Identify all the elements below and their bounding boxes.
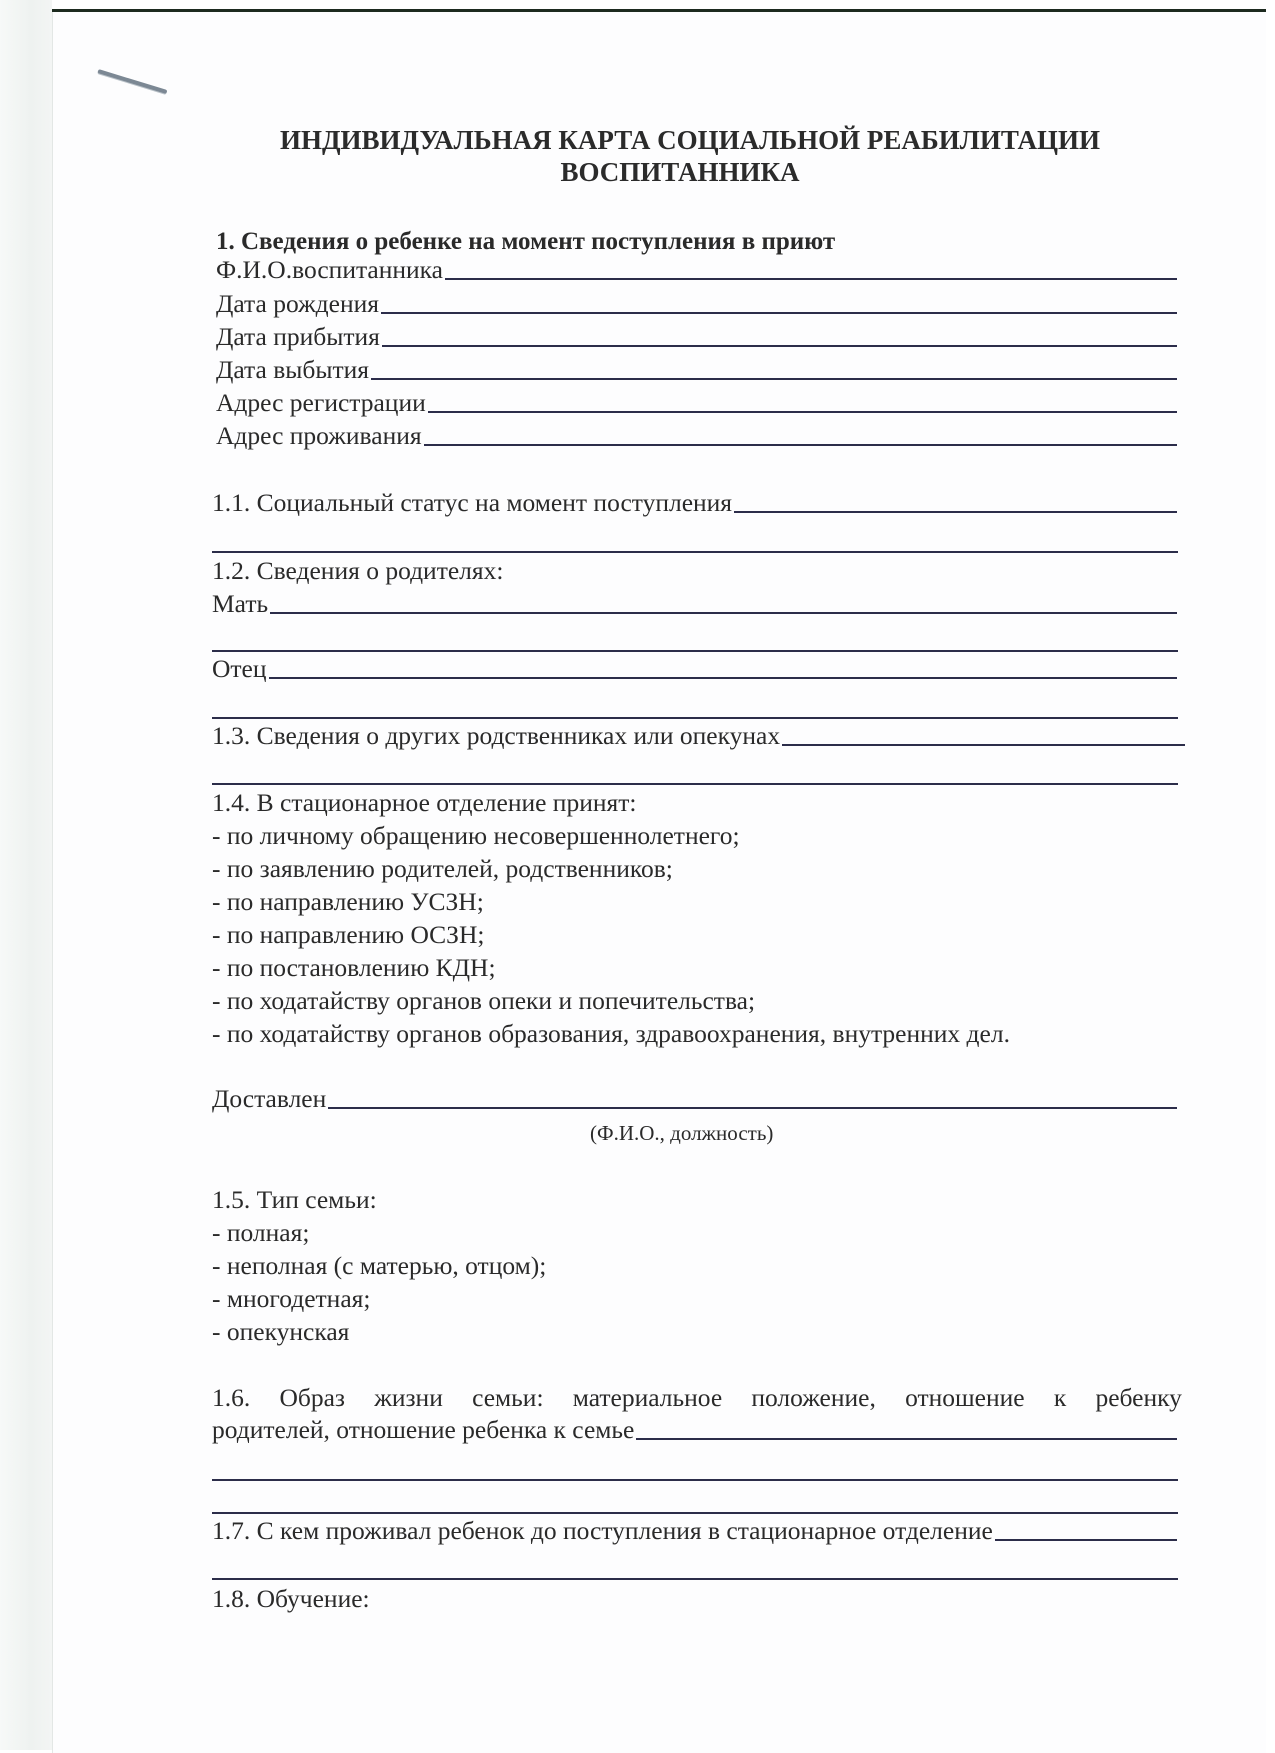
lifestyle-heading: [212, 1382, 1182, 1414]
field-label: родителей, отношение ребенка к семье: [212, 1415, 635, 1444]
input-line-continuation[interactable]: [212, 717, 1178, 719]
word: семьи:: [472, 1383, 544, 1412]
section-1-heading: 1. Сведения о ребенке на момент поступления в приют: [216, 228, 836, 255]
input-line[interactable]: [636, 1438, 1177, 1440]
document-title: ИНДИВИДУАЛЬНАЯ КАРТА СОЦИАЛЬНОЙ РЕАБИЛИТАЦИИ: [279, 125, 1101, 155]
word: жизни: [374, 1383, 443, 1412]
field-departure-date[interactable]: [216, 354, 1177, 386]
admission-option[interactable]: - по постановлению КДН;: [212, 953, 496, 982]
field-label: Отец: [212, 654, 267, 683]
word: положение,: [751, 1383, 876, 1412]
input-line-continuation[interactable]: [212, 1479, 1178, 1481]
field-label: Доставлен: [212, 1084, 327, 1113]
input-line[interactable]: [734, 511, 1177, 513]
family-type-option[interactable]: - многодетная;: [212, 1284, 371, 1313]
input-line-continuation[interactable]: [212, 650, 1178, 652]
word: материальное: [572, 1383, 723, 1412]
field-birth-date[interactable]: [216, 288, 1177, 320]
admission-option[interactable]: - по направлению ОСЗН;: [212, 920, 485, 949]
input-line-continuation[interactable]: [212, 783, 1178, 785]
input-line-continuation[interactable]: [212, 1578, 1178, 1580]
delivered-caption: (Ф.И.О., должность): [590, 1121, 774, 1145]
field-label: Ф.И.О.воспитанника: [216, 255, 443, 284]
input-line[interactable]: [269, 677, 1177, 679]
family-type-option[interactable]: - неполная (с матерью, отцом);: [212, 1251, 547, 1280]
input-line[interactable]: [371, 378, 1177, 380]
admission-option[interactable]: - по заявлению родителей, родственников;: [212, 854, 673, 883]
field-label: 1.7. С кем проживал ребенок до поступления в стационарное отделение: [212, 1516, 993, 1545]
word: отношение: [905, 1383, 1025, 1412]
parents-heading: 1.2. Сведения о родителях:: [212, 556, 504, 585]
admission-option[interactable]: - по личному обращению несовершеннолетнего;: [212, 821, 740, 850]
field-residence-address[interactable]: [216, 420, 1177, 452]
field-arrival-date[interactable]: [216, 321, 1177, 353]
field-mother[interactable]: [212, 588, 1177, 620]
scan-edge: [0, 0, 52, 1750]
admission-option[interactable]: - по ходатайству органов опеки и попечительства;: [212, 986, 756, 1015]
input-line[interactable]: [328, 1107, 1177, 1109]
input-line-continuation[interactable]: [212, 551, 1178, 553]
field-social-status[interactable]: [212, 487, 1177, 519]
field-lived-with[interactable]: [212, 1515, 1177, 1547]
document-title-line2: ВОСПИТАННИКА: [560, 157, 800, 187]
field-child-name[interactable]: [216, 254, 1177, 286]
field-label: Мать: [212, 589, 269, 618]
family-type-option[interactable]: - опекунская: [212, 1317, 350, 1346]
input-line-continuation[interactable]: [212, 1512, 1178, 1514]
field-label: 1.3. Сведения о других родственниках или опекунах: [212, 721, 781, 750]
field-label: 1.1. Социальный статус на момент поступления: [212, 488, 733, 517]
word: ребенку: [1095, 1383, 1182, 1412]
admission-option[interactable]: - по ходатайству органов образования, здравоохранения, внутренних дел.: [212, 1019, 1010, 1048]
field-registration-address[interactable]: [216, 387, 1177, 419]
input-line[interactable]: [270, 612, 1177, 614]
education-heading: 1.8. Обучение:: [212, 1584, 370, 1613]
input-line[interactable]: [445, 278, 1177, 280]
field-label: Дата выбытия: [216, 355, 369, 384]
admission-option[interactable]: - по направлению УСЗН;: [212, 887, 484, 916]
input-line[interactable]: [382, 345, 1177, 347]
word: к: [1053, 1383, 1067, 1412]
input-line[interactable]: [995, 1539, 1177, 1541]
word: Образ: [279, 1383, 345, 1412]
field-delivered-by[interactable]: [212, 1083, 1177, 1115]
word: 1.6.: [212, 1383, 251, 1412]
admission-heading: 1.4. В стационарное отделение принят:: [212, 788, 637, 817]
family-type-option[interactable]: - полная;: [212, 1218, 310, 1247]
field-label: Адрес регистрации: [216, 388, 426, 417]
field-father[interactable]: [212, 653, 1177, 685]
input-line[interactable]: [381, 312, 1177, 314]
field-other-relatives[interactable]: [212, 720, 1185, 752]
field-label: Дата прибытия: [216, 322, 380, 351]
family-type-heading: 1.5. Тип семьи:: [212, 1185, 377, 1214]
field-label: Адрес проживания: [216, 421, 422, 450]
input-line[interactable]: [424, 444, 1177, 446]
input-line[interactable]: [428, 411, 1177, 413]
input-line[interactable]: [782, 744, 1185, 746]
field-lifestyle[interactable]: [212, 1414, 1177, 1446]
field-label: Дата рождения: [216, 289, 379, 318]
